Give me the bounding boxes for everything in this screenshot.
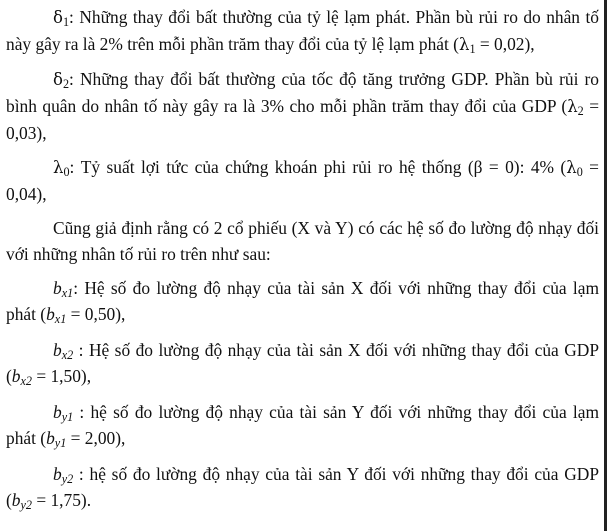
coefficient-symbol: b xyxy=(53,464,62,484)
equation-value: = 0,04), xyxy=(6,157,599,204)
equation-value: = 2,00), xyxy=(66,428,126,448)
paragraph-delta-2 xyxy=(6,66,599,146)
coefficient-by2 xyxy=(6,461,599,513)
subscript: y1 xyxy=(61,410,74,425)
coefficient-symbol: b xyxy=(53,340,62,360)
coefficient-text: : hệ số đo lường độ nhạy của tài sản Y đối với những thay đổi của GDP ( xyxy=(6,464,599,510)
paragraph-intro: Cũng giả định rằng có 2 cổ phiếu (X và Y) có các hệ số đo lường độ nhạy đối với những nhân tố rủi ro trên như sau: xyxy=(6,218,599,264)
equation-value: = 1,75). xyxy=(31,490,92,510)
equation-value: = 0,03), xyxy=(6,96,599,143)
subscript: y2 xyxy=(61,472,74,487)
coefficient-symbol: b xyxy=(53,278,62,298)
coefficient-symbol: b xyxy=(46,428,55,448)
coefficient-symbol: b xyxy=(46,304,55,324)
paragraph-text: : Những thay đổi bất thường của tỷ lệ lạm phát. Phần bù rủi ro do nhân tố này gây ra là 2% trên mỗi phần trăm thay đổi của tỷ lệ lạm phát ( xyxy=(6,7,599,54)
subscript: x2 xyxy=(61,348,74,363)
paragraph-lambda-0 xyxy=(6,154,599,207)
subscript: 1 xyxy=(469,42,476,57)
delta-symbol: δ xyxy=(53,70,63,89)
coefficient-symbol: b xyxy=(11,490,21,510)
coefficient-symbol: b xyxy=(53,402,62,422)
subscript: 0 xyxy=(63,165,70,180)
subscript: 2 xyxy=(62,77,70,92)
lambda-symbol: λ xyxy=(567,97,578,116)
subscript: 1 xyxy=(62,15,70,30)
subscript: 0 xyxy=(576,165,583,180)
paragraph-text: : Những thay đổi bất thường của tốc độ tăng trưởng GDP. Phần bù rủi ro bình quân do nhân tố này gây ra là 3% cho mỗi phần trăm thay đổi của GDP ( xyxy=(6,69,599,116)
subscript: x1 xyxy=(54,312,67,327)
lambda-symbol: λ xyxy=(566,158,577,177)
coefficient-text: : Hệ số đo lường độ nhạy của tài sản X đối với những thay đổi của lạm phát ( xyxy=(6,278,599,324)
coefficient-text: : hệ số đo lường độ nhạy của tài sản Y đối với những thay đổi của lạm phát ( xyxy=(6,402,599,448)
coefficient-text: : Hệ số đo lường độ nhạy của tài sản X đối với những thay đổi của GDP ( xyxy=(6,340,599,386)
coefficient-bx1 xyxy=(6,275,599,327)
subscript: x2 xyxy=(20,374,32,389)
delta-symbol: δ xyxy=(53,8,63,27)
coefficient-by1 xyxy=(6,399,599,451)
coefficient-symbol: b xyxy=(11,366,21,386)
lambda-symbol: λ xyxy=(53,158,64,177)
subscript: y1 xyxy=(54,436,67,451)
equation-value: = 0,50), xyxy=(66,304,126,324)
subscript: y2 xyxy=(20,498,32,513)
paragraph-text: : Tỷ suất lợi tức của chứng khoán phi rủi ro hệ thống (β = 0): 4% ( xyxy=(69,157,567,177)
subscript: x1 xyxy=(61,286,74,301)
subscript: 2 xyxy=(577,104,584,119)
lambda-symbol: λ xyxy=(458,35,470,54)
equation-value: = 1,50), xyxy=(31,366,92,386)
equation-value: = 0,02), xyxy=(475,34,535,54)
paragraph-delta-1 xyxy=(6,4,599,58)
coefficient-bx2 xyxy=(6,337,599,389)
